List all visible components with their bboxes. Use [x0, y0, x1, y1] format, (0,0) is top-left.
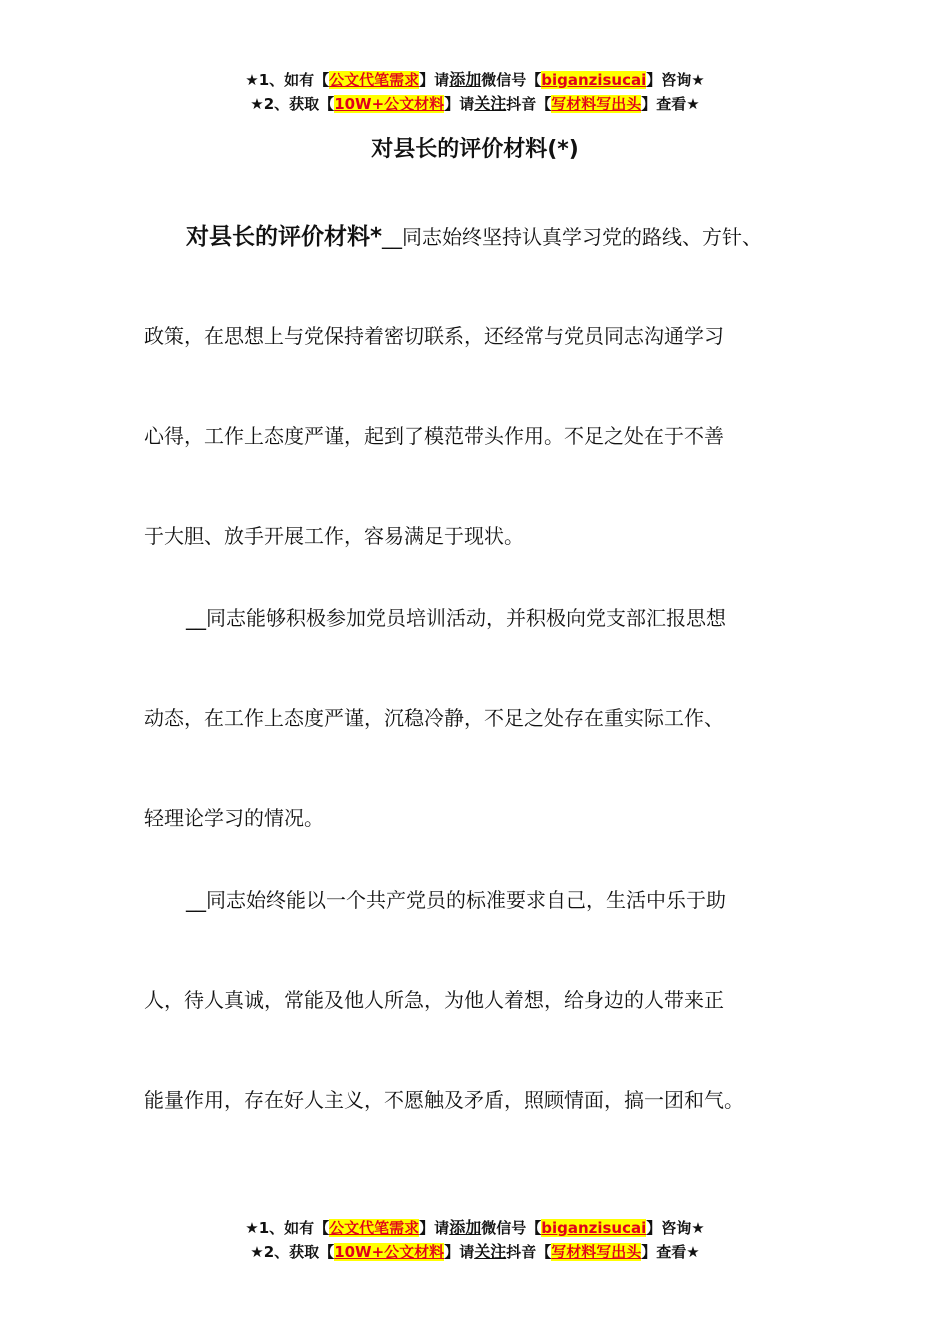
body-line — [186, 218, 876, 251]
banner-emphasis: 添加 — [449, 1218, 482, 1237]
highlight-wechat-id: biganzisucai — [541, 1219, 647, 1237]
highlight-materials: 10W+公文材料 — [334, 1243, 445, 1261]
body-line: 于大胆、放手开展工作，容易满足于现状。 — [144, 524, 524, 548]
banner-text: 】请 — [419, 71, 450, 89]
banner-text: 】咨询★ — [646, 71, 705, 89]
banner-emphasis: 关注 — [474, 1242, 507, 1261]
body-line: 人，待人真诚，常能及他人所急，为他人着想，给身边的人带来正 — [144, 988, 724, 1012]
body-line: __同志始终能以一个共产党员的标准要求自己，生活中乐于助 — [186, 888, 726, 912]
body-line: 动态，在工作上态度严谨，沉稳冷静，不足之处存在重实际工作、 — [144, 706, 724, 730]
banner-text: ★2、获取【 — [250, 1243, 335, 1261]
lead-heading: 对县长的评价材料* — [186, 224, 383, 250]
body-line: 轻理论学习的情况。 — [144, 806, 324, 830]
highlight-douyin-account: 写材料写出头 — [551, 1243, 642, 1261]
highlight-wechat-id: biganzisucai — [541, 71, 647, 89]
body-line: 心得，工作上态度严谨，起到了模范带头作用。不足之处在于不善 — [144, 424, 724, 448]
body-line: 能量作用，存在好人主义，不愿触及矛盾，照顾情面，搞一团和气。 — [144, 1088, 744, 1112]
header-banner — [0, 68, 950, 116]
banner-text: 】请 — [444, 1243, 475, 1261]
banner-line-1 — [0, 68, 950, 92]
banner-text: 】请 — [419, 1219, 450, 1237]
banner-text: ★1、如有【 — [245, 71, 330, 89]
banner-text: 抖音【 — [506, 1243, 552, 1261]
banner-text: 】咨询★ — [646, 1219, 705, 1237]
footer-banner — [0, 1216, 950, 1264]
banner-text: 】请 — [444, 95, 475, 113]
banner-emphasis: 关注 — [474, 94, 507, 113]
body-line: 政策，在思想上与党保持着密切联系，还经常与党员同志沟通学习 — [144, 324, 724, 348]
highlight-materials: 10W+公文材料 — [334, 95, 445, 113]
banner-text: 微信号【 — [481, 71, 542, 89]
banner-line-1 — [0, 1216, 950, 1240]
banner-emphasis: 添加 — [449, 70, 482, 89]
banner-text: 】查看★ — [641, 1243, 700, 1261]
body-text: __同志始终坚持认真学习党的路线、方针、 — [382, 225, 763, 249]
body-line: __同志能够积极参加党员培训活动，并积极向党支部汇报思想 — [186, 606, 726, 630]
document-title: 对县长的评价材料(*) — [371, 137, 579, 162]
banner-line-2 — [0, 1240, 950, 1264]
highlight-douyin-account: 写材料写出头 — [551, 95, 642, 113]
banner-text: 】查看★ — [641, 95, 700, 113]
banner-text: 微信号【 — [481, 1219, 542, 1237]
banner-text: ★1、如有【 — [245, 1219, 330, 1237]
highlight-service: 公文代笔需求 — [329, 1219, 420, 1237]
banner-text: ★2、获取【 — [250, 95, 335, 113]
highlight-service: 公文代笔需求 — [329, 71, 420, 89]
banner-text: 抖音【 — [506, 95, 552, 113]
banner-line-2 — [0, 92, 950, 116]
